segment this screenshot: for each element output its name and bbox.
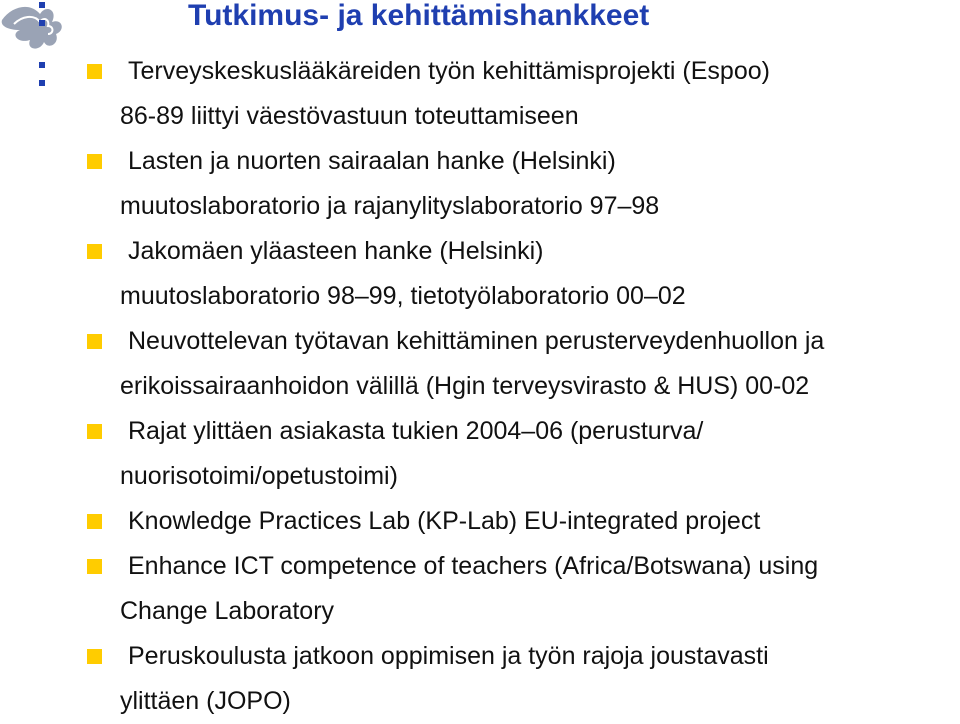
slide-title: Tutkimus- ja kehittämishankkeet: [188, 0, 650, 32]
square-bullet-icon: [87, 154, 102, 169]
square-bullet-icon: [87, 64, 102, 79]
bullet-list: [0, 49, 960, 724]
square-bullet-icon: [87, 334, 102, 349]
item-line: ylittäen (JOPO): [120, 687, 291, 715]
list-item: [0, 499, 960, 544]
square-bullet-icon: [87, 424, 102, 439]
square-bullet-icon: [87, 649, 102, 664]
item-line: Terveyskeskuslääkäreiden työn kehittämisprojekti (Espoo): [128, 57, 770, 85]
item-line: Rajat ylittäen asiakasta tukien 2004–06 (perusturva/: [128, 417, 704, 445]
item-line: muutoslaboratorio 98–99, tietotyölaboratorio 00–02: [120, 282, 686, 310]
item-line: erikoissairaanhoidon välillä (Hgin terveysvirasto & HUS) 00-02: [120, 372, 810, 400]
item-line: Change Laboratory: [120, 597, 335, 625]
list-item: [0, 229, 960, 319]
item-line: Jakomäen yläasteen hanke (Helsinki): [128, 237, 544, 265]
list-item: [0, 139, 960, 229]
list-item: [0, 634, 960, 724]
item-line: Enhance ICT competence of teachers (Africa/Botswana) using: [128, 552, 819, 580]
item-line: nuorisotoimi/opetustoimi): [120, 462, 398, 490]
item-line: Lasten ja nuorten sairaalan hanke (Helsinki): [128, 147, 616, 175]
list-item: [0, 49, 960, 139]
list-item: [0, 544, 960, 634]
square-bullet-icon: [87, 244, 102, 259]
list-item: [0, 319, 960, 409]
item-line: Knowledge Practices Lab (KP-Lab) EU-integrated project: [128, 507, 761, 535]
square-bullet-icon: [87, 559, 102, 574]
square-bullet-icon: [87, 514, 102, 529]
item-line: muutoslaboratorio ja rajanylityslaboratorio 97–98: [120, 192, 660, 220]
list-item: [0, 409, 960, 499]
item-line: Peruskoulusta jatkoon oppimisen ja työn rajoja joustavasti: [128, 642, 769, 670]
item-line: 86-89 liittyi väestövastuun toteuttamiseen: [120, 102, 579, 130]
item-line: Neuvottelevan työtavan kehittäminen perusterveydenhuollon ja: [128, 327, 825, 355]
